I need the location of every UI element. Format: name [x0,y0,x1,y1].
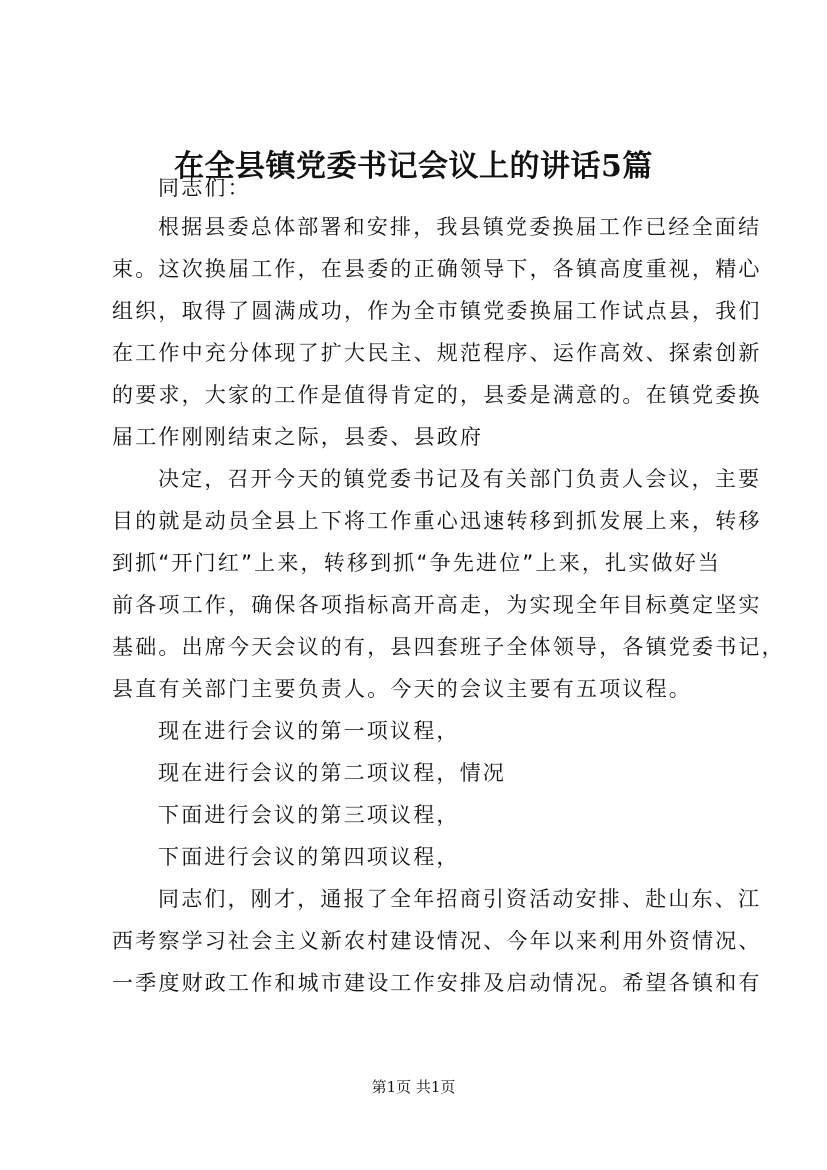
greeting: 同志们： [158,176,251,200]
document-title: 在全县镇党委书记会议上的讲话5篇 [174,149,653,184]
paragraph-line: 西考察学习社会主义新农村建设情况、今年以来利用外资情况、 [112,929,762,953]
paragraph-line: 的要求，大家的工作是值得肯定的，县委是满意的。在镇党委换 [112,383,762,407]
paragraph-line: 到抓“开门红”上来，转移到抓“争先进位”上来，扎实做好当 [112,551,722,575]
paragraph-line: 县直有关部门主要负责人。今天的会议主要有五项议程。 [112,677,692,701]
paragraph-line: 根据县委总体部署和安排，我县镇党委换届工作已经全面结 [158,215,762,239]
agenda-line: 现在进行会议的第二项议程，情况 [158,761,506,785]
agenda-line: 现在进行会议的第一项议程， [158,719,460,743]
paragraph-line: 基础。出席今天会议的有，县四套班子全体领导，各镇党委书记， [112,635,785,659]
paragraph-line: 束。这次换届工作，在县委的正确领导下，各镇高度重视，精心 [112,257,762,281]
paragraph-line: 届工作刚刚结束之际，县委、县政府 [112,425,484,449]
document-body [112,170,785,1004]
paragraph-line: 组织，取得了圆满成功，作为全市镇党委换届工作试点县，我们 [112,299,762,323]
paragraph-line: 同志们，刚才，通报了全年招商引资活动安排、赴山东、江 [158,887,762,911]
paragraph-line: 目的就是动员全县上下将工作重心迅速转移到抓发展上来，转移 [112,509,762,533]
agenda-line: 下面进行会议的第四项议程， [158,845,460,869]
paragraph-line: 前各项工作，确保各项指标高开高走，为实现全年目标奠定坚实 [112,593,762,617]
paragraph-line: 决定，召开今天的镇党委书记及有关部门负责人会议，主要 [158,467,762,491]
paragraph-line: 一季度财政工作和城市建设工作安排及启动情况。希望各镇和有 [112,971,762,995]
paragraph-line: 在工作中充分体现了扩大民主、规范程序、运作高效、探索创新 [112,341,762,365]
agenda-line: 下面进行会议的第三项议程， [158,803,460,827]
page-number-footer: 第1页 共1页 [371,1078,456,1096]
